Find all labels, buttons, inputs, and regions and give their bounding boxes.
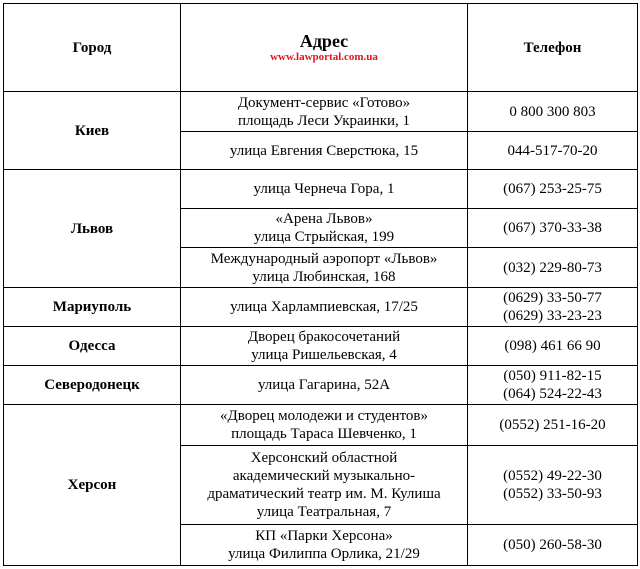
header-address xyxy=(181,4,468,92)
header-phone: Телефон xyxy=(468,4,638,92)
header-row xyxy=(4,4,638,92)
phone-cell xyxy=(468,132,638,170)
address-line: Международный аэропорт «Львов» xyxy=(210,250,438,267)
phone-cell xyxy=(468,404,638,445)
address-cell xyxy=(181,365,468,404)
phone-number: (0552) 251-16-20 xyxy=(499,416,606,433)
address-line: улица Стрыйская, 199 xyxy=(253,229,395,246)
address-line: площадь Тараса Шевченко, 1 xyxy=(231,425,417,442)
address-cell xyxy=(181,132,468,170)
address-cell xyxy=(181,445,468,524)
phone-number: (0552) 49-22-30 xyxy=(503,467,602,484)
header-site-watermark: www.lawportal.com.ua xyxy=(270,50,378,63)
phone-number: 0 800 300 803 xyxy=(509,103,596,120)
address-line: драматический театр им. М. Кулиша xyxy=(207,485,441,502)
address-line: «Арена Львов» xyxy=(275,211,373,228)
phone-number: (067) 253-25-75 xyxy=(503,181,602,198)
phone-cell xyxy=(468,209,638,248)
address-cell xyxy=(181,327,468,365)
phone-cell xyxy=(468,327,638,365)
address-line: Херсонский областной xyxy=(250,449,398,466)
phone-cell xyxy=(468,248,638,288)
city-cell: Херсон xyxy=(4,404,181,565)
city-cell: Львов xyxy=(4,170,181,288)
table-row xyxy=(4,288,638,327)
table-row xyxy=(4,365,638,404)
city-cell: Одесса xyxy=(4,327,181,365)
address-cell xyxy=(181,288,468,327)
address-cell xyxy=(181,92,468,132)
table-row xyxy=(4,327,638,365)
address-line: академический музыкально- xyxy=(232,467,416,484)
phone-number: 044-517-70-20 xyxy=(507,142,598,159)
address-line: улица Ришельевская, 4 xyxy=(251,347,397,363)
table-row xyxy=(4,92,638,132)
address-line: улица Харлампиевская, 17/25 xyxy=(230,299,418,316)
phone-cell xyxy=(468,170,638,209)
table-row xyxy=(4,170,638,209)
address-line: площадь Леси Украинки, 1 xyxy=(237,112,411,129)
phone-cell xyxy=(468,92,638,132)
address-line: улица Театральная, 7 xyxy=(256,503,392,520)
address-line: «Дворец молодежи и студентов» xyxy=(219,407,429,424)
table-row xyxy=(4,404,638,445)
city-cell: Мариуполь xyxy=(4,288,181,327)
address-cell xyxy=(181,170,468,209)
phone-number: (050) 911-82-15 xyxy=(503,367,602,384)
address-line: улица Чернеча Гора, 1 xyxy=(253,181,395,198)
address-line: улица Евгения Сверстюка, 15 xyxy=(229,142,419,159)
phone-cell xyxy=(468,288,638,327)
address-line: Дворец бракосочетаний xyxy=(247,329,401,345)
phone-number: (067) 370-33-38 xyxy=(503,220,602,237)
address-line: КП «Парки Херсона» xyxy=(255,527,393,544)
address-cell xyxy=(181,404,468,445)
city-cell: Киев xyxy=(4,92,181,170)
phone-cell xyxy=(468,365,638,404)
phone-number: (064) 524-22-43 xyxy=(503,385,602,402)
address-line: улица Любинская, 168 xyxy=(252,268,396,285)
header-address-title: Адрес xyxy=(299,30,349,51)
address-cell xyxy=(181,248,468,288)
address-table xyxy=(3,3,638,566)
city-cell: Северодонецк xyxy=(4,365,181,404)
phone-number: (0552) 33-50-93 xyxy=(503,485,602,502)
phone-number: (050) 260-58-30 xyxy=(503,536,602,553)
address-line: Документ-сервис «Готово» xyxy=(237,94,411,111)
phone-cell xyxy=(468,445,638,524)
address-cell xyxy=(181,209,468,248)
phone-number: (0629) 33-23-23 xyxy=(503,308,602,325)
phone-cell xyxy=(468,524,638,565)
phone-number: (0629) 33-50-77 xyxy=(503,290,602,307)
phone-number: (098) 461 66 90 xyxy=(504,338,601,354)
address-line: улица Гагарина, 52А xyxy=(257,376,391,393)
address-cell xyxy=(181,524,468,565)
phone-number: (032) 229-80-73 xyxy=(503,259,602,276)
header-city: Город xyxy=(4,4,181,92)
address-line: улица Филиппа Орлика, 21/29 xyxy=(228,545,420,562)
